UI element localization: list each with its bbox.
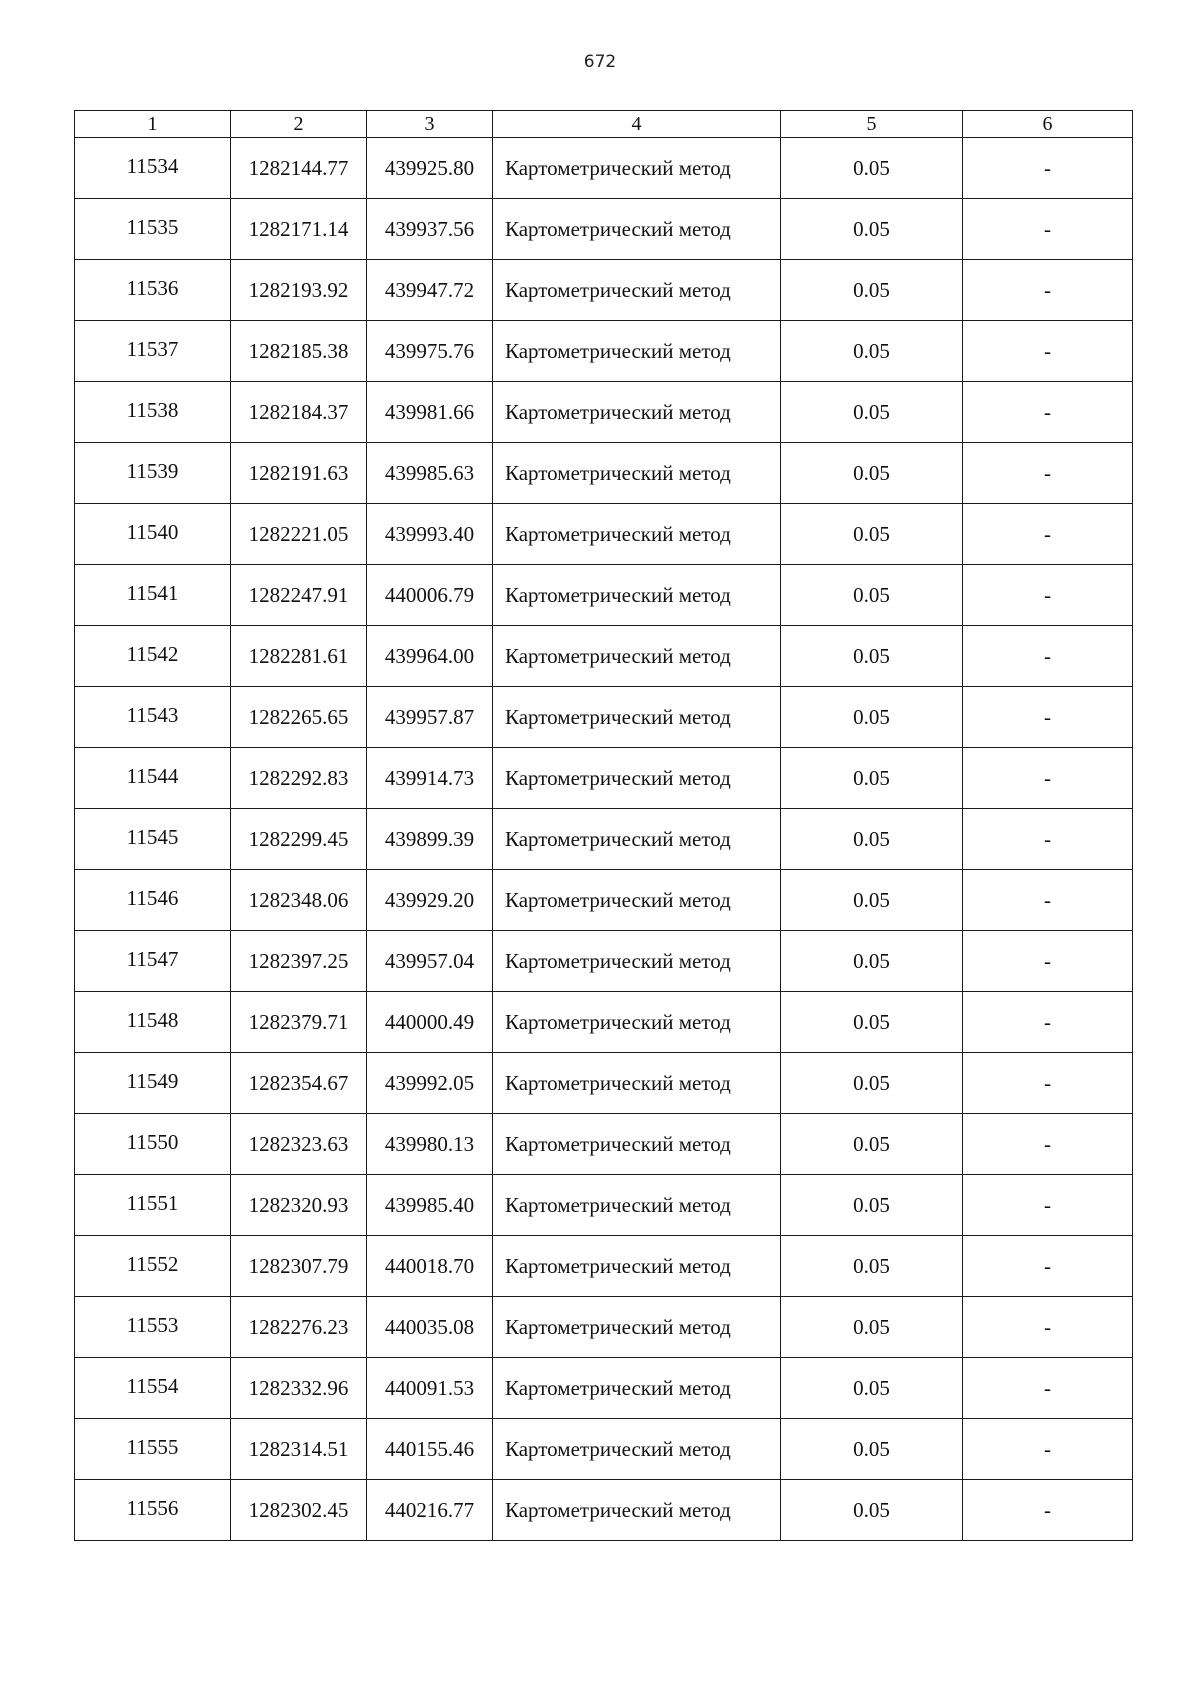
- coordinate-y-cell: 439985.63: [367, 443, 493, 504]
- remark-cell: -: [963, 1114, 1133, 1175]
- point-number-cell: 11544: [75, 748, 231, 809]
- coordinate-y-cell: 440018.70: [367, 1236, 493, 1297]
- table-row: [75, 443, 1133, 504]
- coordinate-x-cell: 1282144.77: [231, 138, 367, 199]
- table-header: [75, 111, 1133, 138]
- table-row: [75, 687, 1133, 748]
- table-row: [75, 992, 1133, 1053]
- point-number-cell: 11538: [75, 382, 231, 443]
- coordinate-x-cell: 1282281.61: [231, 626, 367, 687]
- coordinate-y-cell: 440155.46: [367, 1419, 493, 1480]
- point-number-cell: 11537: [75, 321, 231, 382]
- precision-cell: 0.05: [781, 1236, 963, 1297]
- coordinates-table: [74, 110, 1133, 1541]
- precision-cell: 0.05: [781, 1480, 963, 1541]
- table-row: [75, 1236, 1133, 1297]
- coordinate-y-cell: 440006.79: [367, 565, 493, 626]
- remark-cell: -: [963, 1297, 1133, 1358]
- method-cell: Картометрический метод: [493, 138, 781, 199]
- table-row: [75, 1053, 1133, 1114]
- remark-cell: -: [963, 687, 1133, 748]
- coordinate-y-cell: 439980.13: [367, 1114, 493, 1175]
- coordinate-x-cell: 1282185.38: [231, 321, 367, 382]
- coordinate-y-cell: 439992.05: [367, 1053, 493, 1114]
- method-cell: Картометрический метод: [493, 1297, 781, 1358]
- point-number-cell: 11542: [75, 626, 231, 687]
- coordinate-y-cell: 439957.87: [367, 687, 493, 748]
- table-row: [75, 1297, 1133, 1358]
- point-number-cell: 11556: [75, 1480, 231, 1541]
- precision-cell: 0.05: [781, 1358, 963, 1419]
- method-cell: Картометрический метод: [493, 748, 781, 809]
- coordinate-y-cell: 440091.53: [367, 1358, 493, 1419]
- table-row: [75, 138, 1133, 199]
- remark-cell: -: [963, 260, 1133, 321]
- remark-cell: -: [963, 1358, 1133, 1419]
- coordinate-x-cell: 1282265.65: [231, 687, 367, 748]
- remark-cell: -: [963, 443, 1133, 504]
- column-header-2: 2: [231, 111, 367, 138]
- coordinate-y-cell: 439975.76: [367, 321, 493, 382]
- coordinate-y-cell: 439985.40: [367, 1175, 493, 1236]
- coordinate-y-cell: 440035.08: [367, 1297, 493, 1358]
- precision-cell: 0.05: [781, 260, 963, 321]
- remark-cell: -: [963, 321, 1133, 382]
- method-cell: Картометрический метод: [493, 1419, 781, 1480]
- point-number-cell: 11550: [75, 1114, 231, 1175]
- coordinate-x-cell: 1282292.83: [231, 748, 367, 809]
- table-row: [75, 1114, 1133, 1175]
- method-cell: Картометрический метод: [493, 626, 781, 687]
- precision-cell: 0.05: [781, 199, 963, 260]
- column-header-1: 1: [75, 111, 231, 138]
- coordinate-x-cell: 1282184.37: [231, 382, 367, 443]
- point-number-cell: 11551: [75, 1175, 231, 1236]
- column-header-6: 6: [963, 111, 1133, 138]
- coordinate-x-cell: 1282299.45: [231, 809, 367, 870]
- method-cell: Картометрический метод: [493, 1236, 781, 1297]
- precision-cell: 0.05: [781, 687, 963, 748]
- remark-cell: -: [963, 626, 1133, 687]
- coordinate-y-cell: 440000.49: [367, 992, 493, 1053]
- precision-cell: 0.05: [781, 138, 963, 199]
- header-row: [75, 111, 1133, 138]
- table-row: [75, 199, 1133, 260]
- coordinate-y-cell: 439937.56: [367, 199, 493, 260]
- point-number-cell: 11545: [75, 809, 231, 870]
- coordinate-x-cell: 1282348.06: [231, 870, 367, 931]
- method-cell: Картометрический метод: [493, 382, 781, 443]
- coordinate-y-cell: 439914.73: [367, 748, 493, 809]
- column-header-4: 4: [493, 111, 781, 138]
- point-number-cell: 11555: [75, 1419, 231, 1480]
- precision-cell: 0.05: [781, 504, 963, 565]
- coordinate-x-cell: 1282323.63: [231, 1114, 367, 1175]
- point-number-cell: 11548: [75, 992, 231, 1053]
- method-cell: Картометрический метод: [493, 931, 781, 992]
- precision-cell: 0.05: [781, 870, 963, 931]
- table-row: [75, 382, 1133, 443]
- method-cell: Картометрический метод: [493, 870, 781, 931]
- method-cell: Картометрический метод: [493, 1114, 781, 1175]
- method-cell: Картометрический метод: [493, 504, 781, 565]
- precision-cell: 0.05: [781, 443, 963, 504]
- coordinate-x-cell: 1282397.25: [231, 931, 367, 992]
- point-number-cell: 11553: [75, 1297, 231, 1358]
- coordinate-y-cell: 439947.72: [367, 260, 493, 321]
- table-row: [75, 931, 1133, 992]
- point-number-cell: 11549: [75, 1053, 231, 1114]
- precision-cell: 0.05: [781, 1175, 963, 1236]
- coordinate-y-cell: 439899.39: [367, 809, 493, 870]
- precision-cell: 0.05: [781, 1297, 963, 1358]
- coordinate-y-cell: 439929.20: [367, 870, 493, 931]
- column-header-3: 3: [367, 111, 493, 138]
- table-body: [75, 138, 1133, 1541]
- precision-cell: 0.05: [781, 626, 963, 687]
- point-number-cell: 11554: [75, 1358, 231, 1419]
- precision-cell: 0.05: [781, 565, 963, 626]
- point-number-cell: 11536: [75, 260, 231, 321]
- remark-cell: -: [963, 809, 1133, 870]
- page-number: 672: [583, 52, 617, 72]
- coordinate-x-cell: 1282247.91: [231, 565, 367, 626]
- remark-cell: -: [963, 748, 1133, 809]
- remark-cell: -: [963, 504, 1133, 565]
- table-row: [75, 1480, 1133, 1541]
- coordinate-x-cell: 1282193.92: [231, 260, 367, 321]
- point-number-cell: 11541: [75, 565, 231, 626]
- point-number-cell: 11539: [75, 443, 231, 504]
- table-row: [75, 1419, 1133, 1480]
- coordinate-x-cell: 1282221.05: [231, 504, 367, 565]
- coordinate-x-cell: 1282354.67: [231, 1053, 367, 1114]
- remark-cell: -: [963, 992, 1133, 1053]
- method-cell: Картометрический метод: [493, 992, 781, 1053]
- coordinate-y-cell: 439964.00: [367, 626, 493, 687]
- table-row: [75, 504, 1133, 565]
- coordinate-y-cell: 439981.66: [367, 382, 493, 443]
- precision-cell: 0.05: [781, 809, 963, 870]
- remark-cell: -: [963, 931, 1133, 992]
- table-row: [75, 1175, 1133, 1236]
- precision-cell: 0.05: [781, 382, 963, 443]
- method-cell: Картометрический метод: [493, 565, 781, 626]
- point-number-cell: 11547: [75, 931, 231, 992]
- coordinate-x-cell: 1282307.79: [231, 1236, 367, 1297]
- table-row: [75, 870, 1133, 931]
- coordinate-x-cell: 1282302.45: [231, 1480, 367, 1541]
- coordinate-x-cell: 1282379.71: [231, 992, 367, 1053]
- precision-cell: 0.05: [781, 1114, 963, 1175]
- coordinate-y-cell: 439925.80: [367, 138, 493, 199]
- precision-cell: 0.05: [781, 1053, 963, 1114]
- coordinate-x-cell: 1282171.14: [231, 199, 367, 260]
- precision-cell: 0.05: [781, 748, 963, 809]
- point-number-cell: 11552: [75, 1236, 231, 1297]
- coordinate-x-cell: 1282276.23: [231, 1297, 367, 1358]
- table-row: [75, 260, 1133, 321]
- remark-cell: -: [963, 1053, 1133, 1114]
- coordinate-y-cell: 439993.40: [367, 504, 493, 565]
- coordinate-y-cell: 440216.77: [367, 1480, 493, 1541]
- table-row: [75, 626, 1133, 687]
- coordinate-x-cell: 1282314.51: [231, 1419, 367, 1480]
- remark-cell: -: [963, 565, 1133, 626]
- point-number-cell: 11546: [75, 870, 231, 931]
- column-header-5: 5: [781, 111, 963, 138]
- precision-cell: 0.05: [781, 931, 963, 992]
- precision-cell: 0.05: [781, 1419, 963, 1480]
- method-cell: Картометрический метод: [493, 199, 781, 260]
- remark-cell: -: [963, 1419, 1133, 1480]
- method-cell: Картометрический метод: [493, 809, 781, 870]
- table-row: [75, 1358, 1133, 1419]
- table-row: [75, 565, 1133, 626]
- remark-cell: -: [963, 138, 1133, 199]
- method-cell: Картометрический метод: [493, 260, 781, 321]
- point-number-cell: 11534: [75, 138, 231, 199]
- method-cell: Картометрический метод: [493, 1480, 781, 1541]
- precision-cell: 0.05: [781, 321, 963, 382]
- coordinate-x-cell: 1282332.96: [231, 1358, 367, 1419]
- coordinate-x-cell: 1282320.93: [231, 1175, 367, 1236]
- method-cell: Картометрический метод: [493, 1175, 781, 1236]
- remark-cell: -: [963, 1236, 1133, 1297]
- point-number-cell: 11543: [75, 687, 231, 748]
- remark-cell: -: [963, 382, 1133, 443]
- method-cell: Картометрический метод: [493, 1358, 781, 1419]
- table-row: [75, 809, 1133, 870]
- remark-cell: -: [963, 870, 1133, 931]
- precision-cell: 0.05: [781, 992, 963, 1053]
- table-row: [75, 748, 1133, 809]
- coordinate-x-cell: 1282191.63: [231, 443, 367, 504]
- coordinate-y-cell: 439957.04: [367, 931, 493, 992]
- remark-cell: -: [963, 199, 1133, 260]
- remark-cell: -: [963, 1175, 1133, 1236]
- method-cell: Картометрический метод: [493, 443, 781, 504]
- method-cell: Картометрический метод: [493, 1053, 781, 1114]
- method-cell: Картометрический метод: [493, 321, 781, 382]
- point-number-cell: 11535: [75, 199, 231, 260]
- point-number-cell: 11540: [75, 504, 231, 565]
- remark-cell: -: [963, 1480, 1133, 1541]
- method-cell: Картометрический метод: [493, 687, 781, 748]
- table-row: [75, 321, 1133, 382]
